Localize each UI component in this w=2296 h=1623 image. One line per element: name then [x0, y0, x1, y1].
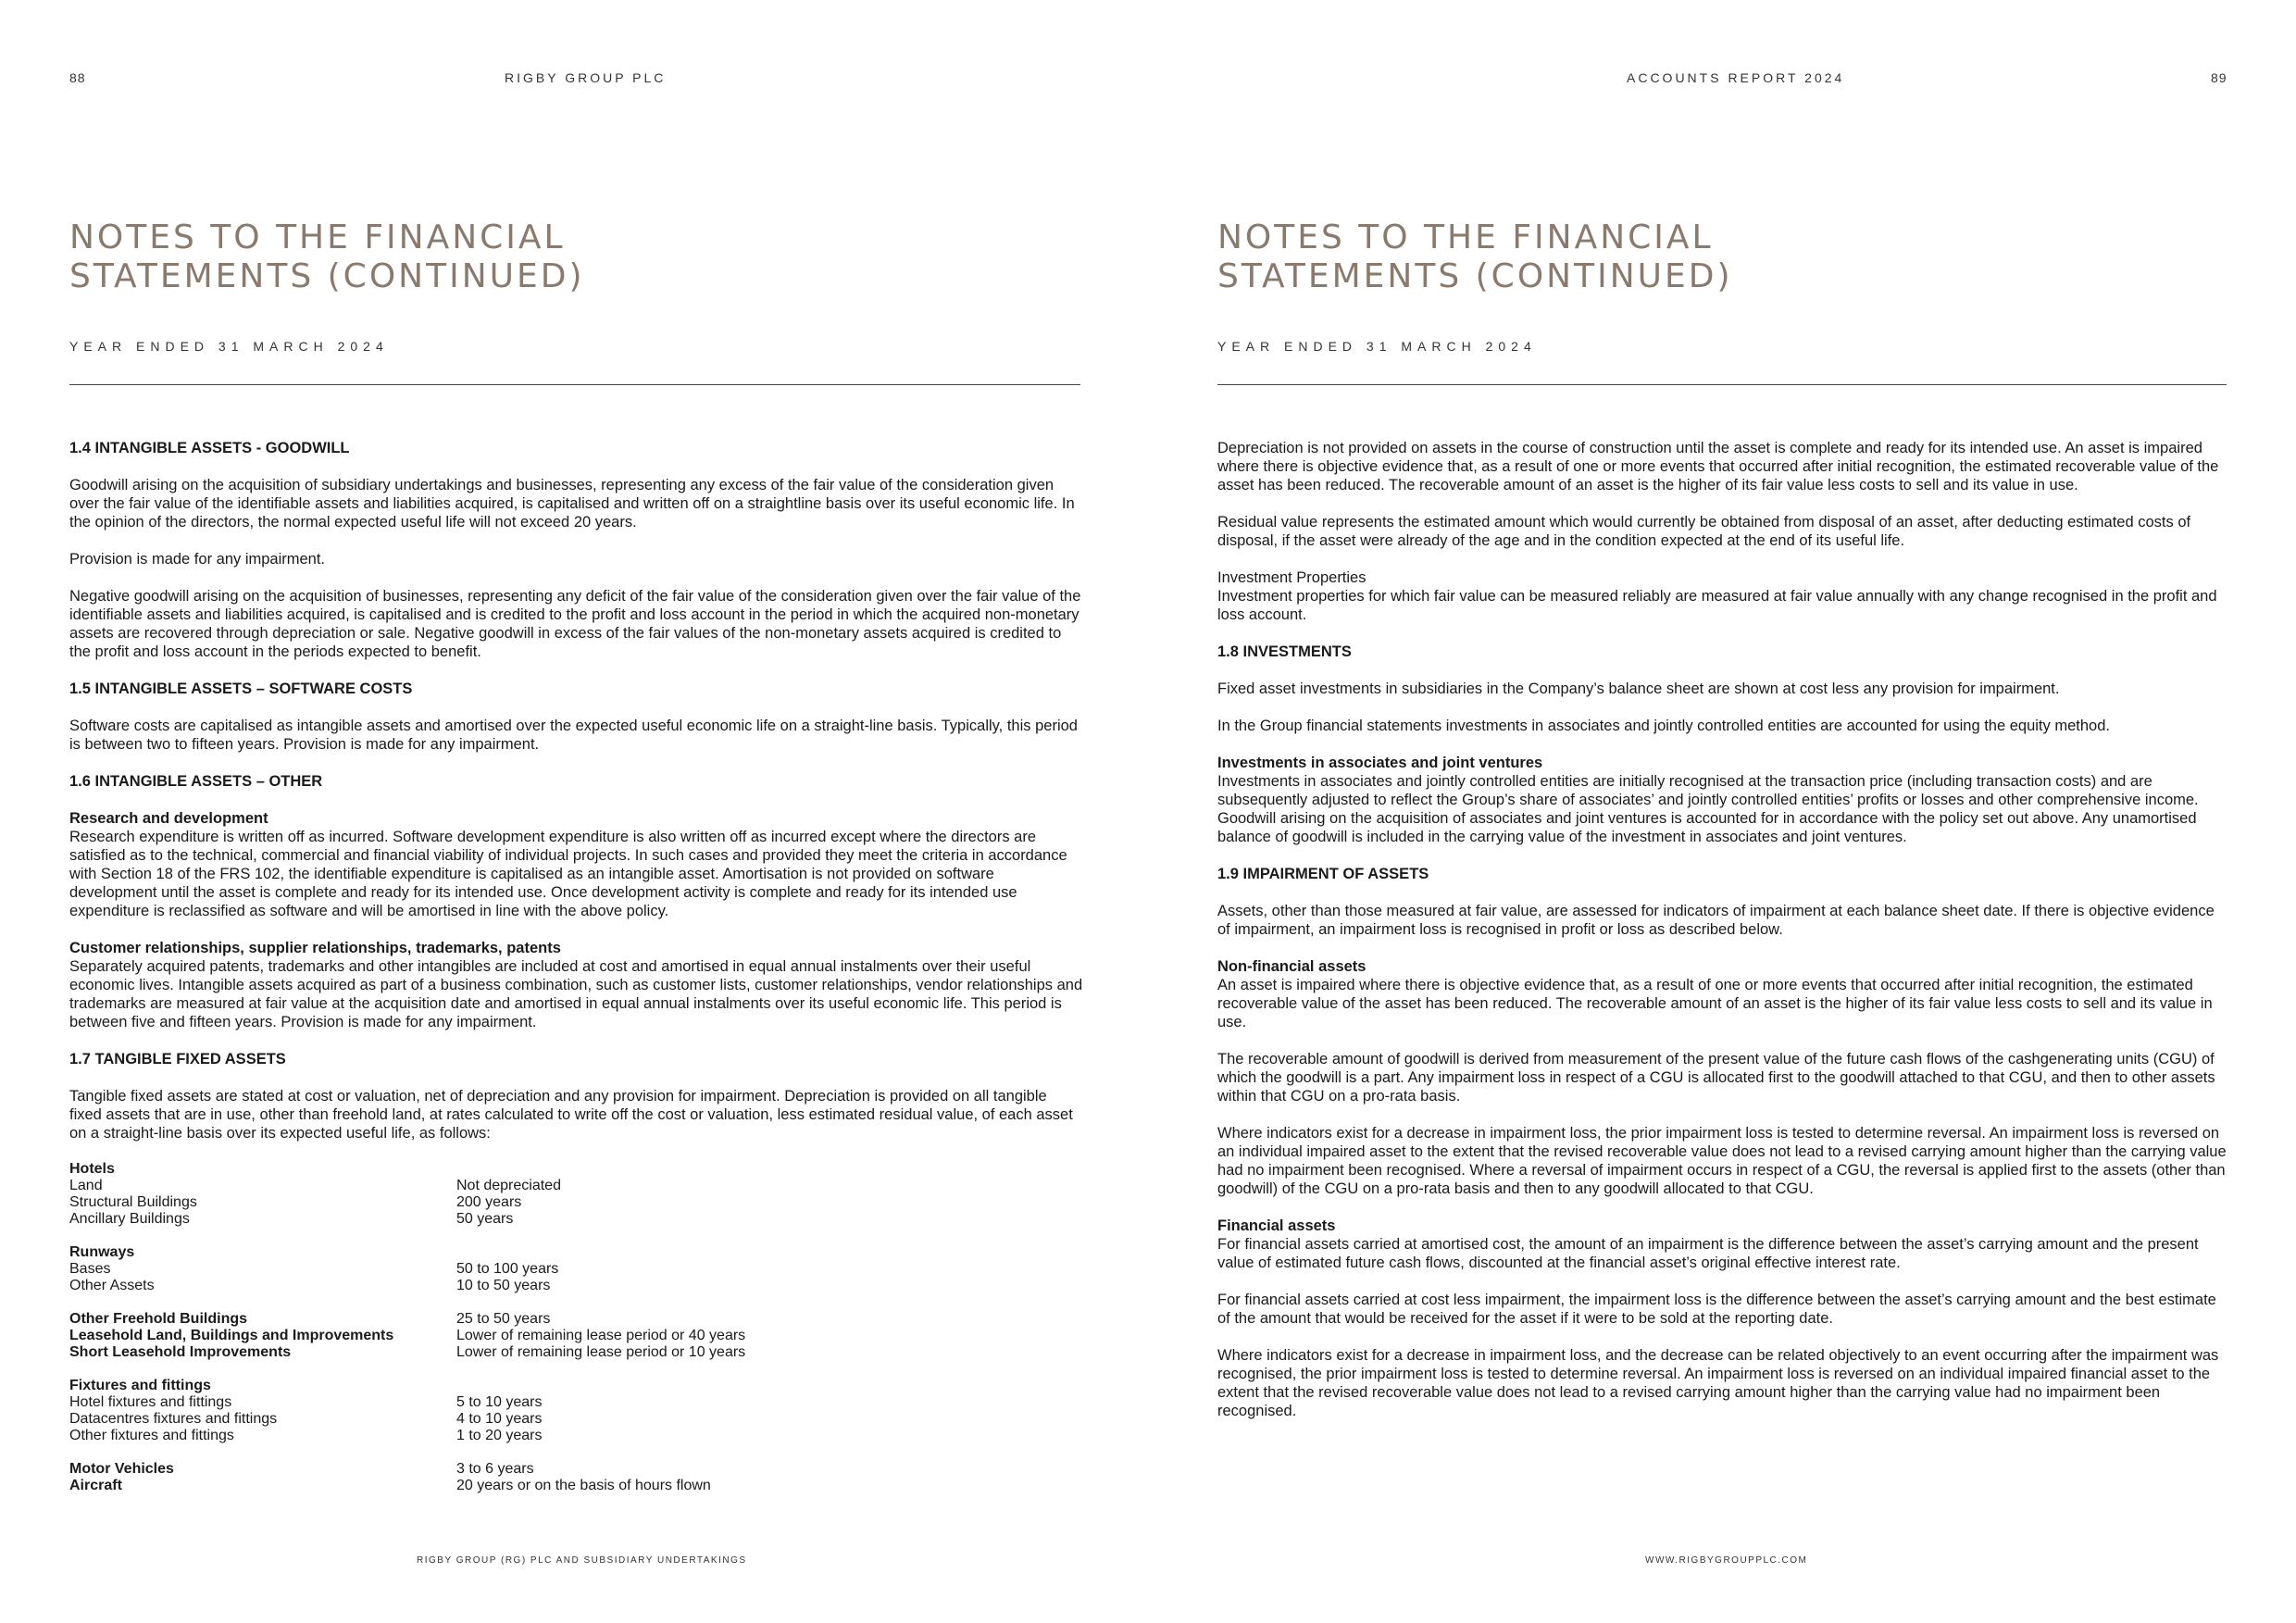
dep-life: 50 years: [456, 1211, 514, 1227]
dep-category: Leasehold Land, Buildings and Improvements: [69, 1328, 394, 1343]
title-line-2: STATEMENTS (CONTINUED): [69, 257, 585, 295]
dep-group-vehicles: [69, 1461, 1083, 1494]
paragraph: Research expenditure is written off as incurred. Software development expenditure is also written off as incurred except where the directors are satisfied as to the technical, commercial and financial viability of individual projects. In such cases and provided they meet the criteria in accordance with Section 18 of the FRS 102, the identifiable expenditure is capitalised as an intangible asset. Amortisation is not provided on software development until the asset is complete and ready for its intended use. Once development activity is complete and ready for its intended use expenditure is reclassified as software and will be amortised in line with the above policy.: [69, 829, 1067, 919]
paragraph: Software costs are capitalised as intangible assets and amortised over the expected useful economic life on a straight-line basis. Typically, this period is between two to fifteen years. Provision is made for any impairment.: [69, 718, 1078, 753]
dep-group-label: Hotels: [69, 1161, 115, 1177]
page-footer: RIGBY GROUP (RG) PLC AND SUBSIDIARY UNDERTAKINGS: [417, 1555, 747, 1566]
dep-category: Datacentres fixtures and fittings: [69, 1411, 278, 1427]
dep-category: Other Freehold Buildings: [69, 1311, 248, 1327]
title-line-1: NOTES TO THE FINANCIAL: [69, 218, 566, 256]
dep-category: Bases: [69, 1261, 111, 1277]
divider: [69, 384, 1080, 385]
dep-life: Lower of remaining lease period or 40 years: [456, 1328, 746, 1343]
page-footer: WWW.RIGBYGROUPPLC.COM: [1645, 1555, 1808, 1566]
page-number: 88: [69, 70, 86, 85]
table-row: [69, 1194, 1083, 1211]
dep-category: Other Assets: [69, 1278, 155, 1293]
paragraph: Tangible fixed assets are stated at cost or valuation, net of depreciation and any provision for impairment. Depreciation is provided on all tangible fixed assets that are in use, other than freehold land, at rates calculated to write off the cost or valuation, less estimated residual value, of each asset on a straight-line basis over its expected useful life, as follows:: [69, 1088, 1073, 1142]
dep-group-runways: [69, 1244, 1083, 1294]
paragraph: For financial assets carried at amortised cost, the amount of an impairment is the difference between the asset’s carrying amount and the present value of estimated future cash flows, discounted at the financial asset’s original effective interest rate.: [1217, 1236, 2199, 1271]
paragraph: Provision is made for any impairment.: [69, 551, 326, 568]
subheading: Financial assets: [1217, 1217, 1336, 1234]
dep-life: 4 to 10 years: [456, 1411, 543, 1427]
table-row: [69, 1178, 1083, 1194]
dep-category: Ancillary Buildings: [69, 1211, 190, 1227]
paragraph: Separately acquired patents, trademarks and other intangibles are included at cost and amortised in equal annual instalments over their useful economic lives. Intangible assets acquired as part of a business combination, such as customer lists, customer relationships, vendor relationships and trademarks are measured at fair value at the acquisition date and amortised in equal annual instalments over its useful economic life. This period is between five and fifteen years. Provision is made for any impairment.: [69, 958, 1083, 1030]
paragraph: The recoverable amount of goodwill is derived from measurement of the present value of the future cash flows of the cashgenerating units (CGU) of which the goodwill is a part. Any impairment loss in respect of a CGU is allocated first to the goodwill attached to that CGU, and then to other assets within that CGU on a pro-rata basis.: [1217, 1051, 2215, 1105]
paragraph: Where indicators exist for a decrease in impairment loss, the prior impairment loss is tested to determine reversal. An impairment loss is reversed on an individual impaired asset to the extent that the revised recoverable value does not lead to a revised carrying amount higher than the carrying value had no impairment been recognised. Where a reversal of impairment occurs in respect of a CGU, the reversal is applied first to the assets (other than goodwill) of the CGU on a pro-rata basis and then to any goodwill allocated to that CGU.: [1217, 1125, 2227, 1197]
dep-life: 10 to 50 years: [456, 1278, 551, 1293]
title-line-1: NOTES TO THE FINANCIAL: [1217, 218, 1714, 256]
dep-life: Not depreciated: [456, 1178, 561, 1193]
table-row: [69, 1344, 1083, 1361]
section-heading: 1.4 INTANGIBLE ASSETS - GOODWILL: [69, 440, 350, 456]
dep-life: Lower of remaining lease period or 10 years: [456, 1344, 746, 1360]
left-content: [69, 439, 1083, 1511]
paragraph: Investment properties for which fair value can be measured reliably are measured at fair value annually with any change recognised in the profit and loss account.: [1217, 588, 2217, 623]
dep-life: 50 to 100 years: [456, 1261, 559, 1277]
page-subtitle: YEAR ENDED 31 MARCH 2024: [1217, 339, 1537, 354]
page-title: [1217, 218, 1732, 296]
dep-group-buildings: [69, 1311, 1083, 1361]
paragraph: In the Group financial statements investments in associates and jointly controlled entities are accounted for using the equity method.: [1217, 718, 2110, 734]
section-heading: 1.5 INTANGIBLE ASSETS – SOFTWARE COSTS: [69, 680, 413, 697]
subheading: Research and development: [69, 810, 268, 827]
paragraph: An asset is impaired where there is objective evidence that, as a result of one or more events that occurred after initial recognition, the estimated recoverable value of the asset has been reduced. The recoverable amount of an asset is the higher of its fair value less costs to sell and its value in use.: [1217, 977, 2213, 1030]
table-row: [69, 1461, 1083, 1478]
paragraph: Assets, other than those measured at fair value, are assessed for indicators of impairment at each balance sheet date. If there is objective evidence of impairment, an impairment loss is recognised in profit or loss as described below.: [1217, 903, 2215, 938]
table-row: [69, 1278, 1083, 1294]
table-row: [69, 1261, 1083, 1278]
paragraph: Residual value represents the estimated amount which would currently be obtained from disposal of an asset, after deducting estimated costs of disposal, if the asset were already of the age and in the condition expected at the end of its useful life.: [1217, 514, 2191, 549]
paragraph: Depreciation is not provided on assets in the course of construction until the asset is complete and ready for its intended use. An asset is impaired where there is objective evidence that, as a result of one or more events that occurred after initial recognition, the estimated recoverable value of the asset has been reduced. The recoverable amount of an asset is the higher of its fair value less costs to sell and its value in use.: [1217, 440, 2219, 493]
paragraph: Where indicators exist for a decrease in impairment loss, and the decrease can be related objectively to an event occurring after the impairment was recognised, the prior impairment loss is tested to determine reversal. An impairment loss is reversed on an individual impaired financial asset to the extent that the revised recoverable value does not lead to a revised carrying amount higher than the carrying value had no impairment been recognised.: [1217, 1347, 2219, 1419]
paragraph: Goodwill arising on the acquisition of subsidiary undertakings and businesses, representing any excess of the fair value of the consideration given over the fair value of the identifiable assets and liabilities acquired, is capitalised and written off on a straightline basis over its useful economic life. In the opinion of the directors, the normal expected useful life will not exceed 20 years.: [69, 477, 1075, 531]
paragraph: Fixed asset investments in subsidiaries in the Company’s balance sheet are shown at cost less any provision for impairment.: [1217, 680, 2060, 697]
dep-group-label: Fixtures and fittings: [69, 1378, 211, 1393]
paragraph: Investments in associates and jointly controlled entities are initially recognised at the transaction price (including transaction costs) and are subsequently adjusted to reflect the Group’s share of associates’ and jointly controlled entities’ profits or losses and other comprehensive income. Goodwill arising on the acquisition of associates and joint ventures is accounted for in accordance with the policy set out above. Any unamortised balance of goodwill is included in the carrying value of the investment in associates and joint ventures.: [1217, 773, 2199, 845]
page-subtitle: YEAR ENDED 31 MARCH 2024: [69, 339, 389, 354]
section-heading: 1.8 INVESTMENTS: [1217, 643, 1352, 660]
dep-life: 1 to 20 years: [456, 1428, 543, 1443]
dep-category: Motor Vehicles: [69, 1461, 174, 1477]
page-number: 89: [2211, 70, 2227, 85]
subheading: Customer relationships, supplier relationships, trademarks, patents: [69, 940, 561, 956]
right-page: [1148, 0, 2296, 1623]
dep-category: Aircraft: [69, 1478, 122, 1493]
subheading: Non-financial assets: [1217, 958, 1366, 975]
dep-life: 200 years: [456, 1194, 522, 1210]
dep-category: Short Leasehold Improvements: [69, 1344, 292, 1360]
dep-category: Other fixtures and fittings: [69, 1428, 234, 1443]
dep-category: Structural Buildings: [69, 1194, 197, 1210]
dep-life: 3 to 6 years: [456, 1461, 534, 1477]
running-head: RIGBY GROUP PLC: [505, 70, 667, 85]
table-row: [69, 1478, 1083, 1494]
depreciation-table: [69, 1161, 1083, 1494]
table-row: [69, 1328, 1083, 1344]
dep-life: 5 to 10 years: [456, 1394, 543, 1410]
paragraph: Negative goodwill arising on the acquisition of businesses, representing any deficit of the fair value of the consideration given over the fair value of the identifiable assets and liabilities acquired, is capitalised and is credited to the profit and loss account in the period in which the acquired non-monetary assets are recovered through depreciation or sale. Negative goodwill in excess of the fair values of the non-monetary assets acquired is credited to the profit and loss account in the periods expected to benefit.: [69, 588, 1081, 660]
table-row: [69, 1311, 1083, 1328]
subheading: Investment Properties: [1217, 569, 1366, 586]
dep-life: 20 years or on the basis of hours flown: [456, 1478, 711, 1493]
dep-category: Hotel fixtures and fittings: [69, 1394, 232, 1410]
running-head: ACCOUNTS REPORT 2024: [1627, 70, 1845, 85]
dep-group-fixtures: [69, 1378, 1083, 1444]
subheading: Investments in associates and joint ventures: [1217, 755, 1543, 771]
table-row: [69, 1394, 1083, 1411]
dep-group-label: Runways: [69, 1244, 135, 1260]
paragraph: For financial assets carried at cost less impairment, the impairment loss is the difference between the asset’s carrying amount and the best estimate of the amount that would be received for the asset if it were to be sold at the reporting date.: [1217, 1292, 2216, 1327]
dep-life: 25 to 50 years: [456, 1311, 551, 1327]
dep-category: Land: [69, 1178, 103, 1193]
page-title: [69, 218, 584, 296]
table-row: [69, 1411, 1083, 1428]
section-heading: 1.6 INTANGIBLE ASSETS – OTHER: [69, 773, 323, 790]
divider: [1217, 384, 2227, 385]
section-heading: 1.9 IMPAIRMENT OF ASSETS: [1217, 866, 1429, 882]
right-content: [1217, 439, 2229, 1439]
section-heading: 1.7 TANGIBLE FIXED ASSETS: [69, 1051, 286, 1067]
table-row: [69, 1211, 1083, 1228]
title-line-2: STATEMENTS (CONTINUED): [1217, 257, 1733, 295]
table-row: [69, 1428, 1083, 1444]
dep-group-hotels: [69, 1161, 1083, 1228]
